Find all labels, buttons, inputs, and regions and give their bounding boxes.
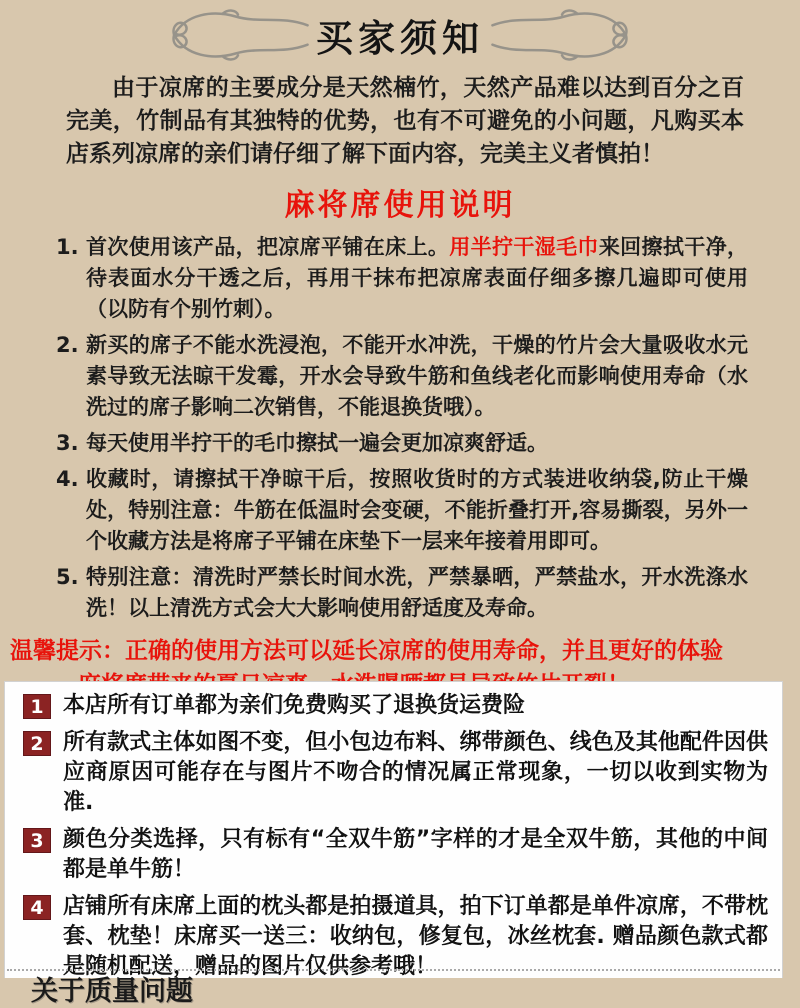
store-notice-panel [4,681,783,1007]
usage-item-3 [56,428,748,459]
usage-heading: 麻将席使用说明 [284,188,516,223]
usage-item-1-number: 1. [56,235,79,259]
notice-item-1-text: 本店所有订单都为亲们免费购买了退换货运费险 [63,693,526,718]
usage-item-3-number: 3. [56,431,79,455]
usage-item-1-text-post: 来回擦拭干净，待表面水分干透之后，再用干抹布把凉席表面仔细多擦几遍即可使用（以防有个别竹刺）。 [86,235,749,321]
intro-paragraph: 由于凉席的主要成分是天然楠竹，天然产品难以达到百分之百完美，竹制品有其独特的优势，也有不可避免的小问题，凡购买本店系列凉席的亲们请仔细了解下面内容，完美主义者慎拍！ [66,75,744,167]
usage-item-3-text: 每天使用半拧干的毛巾擦拭一遍会更加凉爽舒适。 [86,431,548,455]
usage-item-1-text-pre: 首次使用该产品，把凉席平铺在床上。 [86,235,450,259]
notice-item-4-badge: 4 [23,895,51,920]
notice-item-1 [21,691,768,721]
notice-item-4-text: 店铺所有床席上面的枕头都是拍摄道具，拍下订单都是单件凉席，不带枕套、枕垫！床席买一送三：收纳包，修复包，冰丝枕套. 赠品颜色款式都是随机配送，赠品的图片仅供参考哦！ [63,894,768,979]
notice-item-3-text: 颜色分类选择，只有标有“全双牛筋”字样的才是全双牛筋，其他的中间都是单牛筋！ [63,827,768,882]
notice-item-3 [21,825,768,885]
usage-item-5 [56,562,748,624]
title-banner [0,4,800,66]
notice-item-2-badge: 2 [23,731,51,756]
usage-item-2 [56,330,748,423]
usage-item-5-number: 5. [56,565,79,589]
usage-item-1 [56,232,748,325]
notice-item-3-badge: 3 [23,828,51,853]
usage-item-2-number: 2. [56,333,79,357]
usage-item-4 [56,464,748,557]
usage-item-4-number: 4. [56,467,79,491]
notice-item-2 [21,728,768,818]
quality-section-heading: 关于质量问题 [31,976,193,1007]
usage-item-1-text-red: 用半拧干湿毛巾 [449,235,599,259]
page-title: 买家须知 [316,17,484,60]
usage-item-2-text: 新买的席子不能水洗浸泡，不能开水冲洗，干燥的竹片会大量吸收水元素导致无法晾干发霉，开水会导致牛筋和鱼线老化而影响使用寿命（水洗过的席子影响二次销售，不能退换货哦）。 [86,333,748,419]
notice-item-1-badge: 1 [23,694,51,719]
notice-item-2-text: 所有款式主体如图不变，但小包边布料、绑带颜色、线色及其他配件因供应商原因可能存在与图片不吻合的情况属正常现象，一切以收到实物为准. [63,730,768,815]
flourish-ornament-right-icon [488,6,638,64]
warm-tip-line-1: 温馨提示：正确的使用方法可以延长凉席的使用寿命，并且更好的体验 [10,638,723,664]
bottom-dotted-divider [7,969,780,971]
usage-item-4-text: 收藏时，请擦拭干净晾干后，按照收货时的方式装进收纳袋,防止干燥处，特别注意：牛筋在低温时会变硬，不能折叠打开,容易撕裂，另外一个收藏方法是将席子平铺在床垫下一层来年接着用即可。 [86,467,748,553]
usage-instruction-list [0,232,800,624]
flourish-ornament-left-icon [162,6,312,64]
usage-item-5-text: 特别注意：清洗时严禁长时间水洗，严禁暴晒，严禁盐水，开水洗涤水洗！以上清洗方式会大大影响使用舒适度及寿命。 [86,565,748,620]
